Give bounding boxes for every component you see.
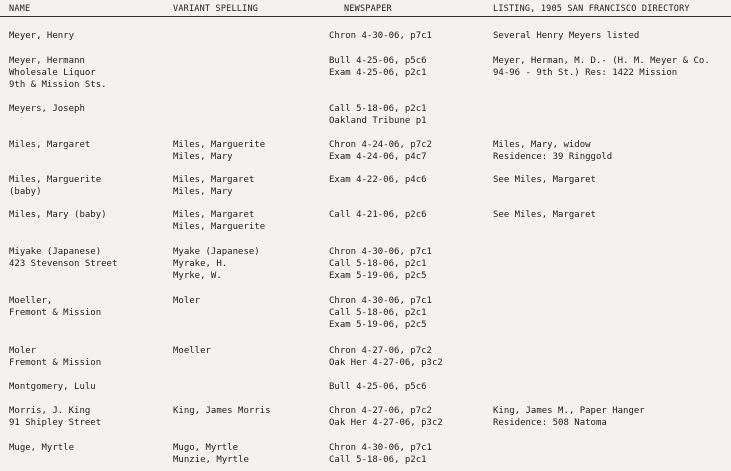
listing-line: 94-96 - 9th St.) Res: 1422 Mission (493, 68, 678, 79)
newspaper-line: Call 5-18-06, p2c1 (329, 455, 427, 466)
cell-name (9, 295, 169, 319)
newspaper-line: Call 4-21-06, p2c6 (329, 210, 427, 220)
newspaper-line: Exam 4-22-06, p4c6 (329, 175, 427, 185)
cell-newspaper (329, 174, 489, 186)
cell-variant (173, 174, 323, 198)
variant-line: Miles, Margaret (173, 210, 255, 220)
listing-line: Residence: 508 Natoma (493, 418, 607, 429)
cell-listing (493, 139, 729, 163)
listing-line: Miles, Mary, widow (493, 140, 591, 150)
variant-line: King, James Morris (173, 406, 271, 416)
cell-newspaper (329, 103, 489, 127)
listing-line: Residence: 39 Ringgold (493, 152, 613, 163)
header-newspaper: NEWSPAPER (344, 4, 392, 14)
name-line: 423 Stevenson Street (9, 259, 118, 270)
name-line: Wholesale Liquor (9, 68, 96, 79)
name-line: Montgomery, Lulu (9, 382, 96, 392)
cell-variant (173, 442, 323, 466)
name-line: Fremont & Mission (9, 308, 102, 319)
header-variant: VARIANT SPELLING (173, 4, 259, 14)
listing-line: See Miles, Margaret (493, 175, 596, 185)
variant-line: Myake (Japanese) (173, 247, 260, 257)
name-line: Meyers, Joseph (9, 104, 85, 114)
newspaper-line: Call 5-18-06, p2c1 (329, 259, 427, 270)
cell-name (9, 174, 169, 198)
newspaper-line: Chron 4-27-06, p7c2 (329, 346, 432, 356)
cell-newspaper (329, 30, 489, 42)
cell-name (9, 442, 169, 454)
cell-listing (493, 209, 729, 221)
cell-newspaper (329, 345, 489, 369)
newspaper-line: Chron 4-30-06, p7c1 (329, 31, 432, 41)
cell-variant (173, 209, 323, 233)
cell-name (9, 405, 169, 429)
variant-line: Munzie, Myrtle (173, 455, 249, 466)
cell-name (9, 381, 169, 393)
variant-line: Miles, Mary (173, 187, 233, 198)
listing-line: King, James M., Paper Hanger (493, 406, 645, 416)
newspaper-line: Oakland Tribune p1 (329, 116, 427, 127)
variant-line: Miles, Margaret (173, 175, 255, 185)
name-line: Miles, Margaret (9, 140, 91, 150)
cell-variant (173, 345, 323, 357)
cell-newspaper (329, 381, 489, 393)
name-line: Moeller, (9, 296, 53, 306)
newspaper-line: Chron 4-24-06, p7c2 (329, 140, 432, 150)
cell-name (9, 345, 169, 369)
name-line: Miyake (Japanese) (9, 247, 102, 257)
cell-listing (493, 174, 729, 186)
variant-line: Mugo, Myrtle (173, 443, 239, 453)
cell-name (9, 246, 169, 270)
cell-newspaper (329, 295, 489, 332)
listing-line: See Miles, Margaret (493, 210, 596, 220)
name-line: Miles, Marguerite (9, 175, 102, 185)
cell-name (9, 30, 169, 42)
newspaper-line: Oak Her 4-27-06, p3c2 (329, 418, 443, 429)
name-line: Moler (9, 346, 37, 356)
newspaper-line: Exam 4-24-06, p4c7 (329, 152, 427, 163)
cell-newspaper (329, 246, 489, 283)
name-line: 9th & Mission Sts. (9, 80, 107, 91)
cell-newspaper (329, 442, 489, 466)
cell-variant (173, 295, 323, 307)
cell-name (9, 209, 169, 221)
variant-line: Myrake, H. (173, 259, 228, 270)
cell-newspaper (329, 139, 489, 163)
variant-line: Moler (173, 296, 201, 306)
cell-newspaper (329, 405, 489, 429)
cell-variant (173, 139, 323, 163)
listing-line: Several Henry Meyers listed (493, 31, 640, 41)
name-line: Muge, Myrtle (9, 443, 75, 453)
table-header (0, 0, 731, 17)
name-line: Fremont & Mission (9, 358, 102, 369)
newspaper-line: Call 5-18-06, p2c1 (329, 308, 427, 319)
newspaper-line: Chron 4-30-06, p7c1 (329, 247, 432, 257)
newspaper-line: Exam 5-19-06, p2c5 (329, 320, 427, 331)
name-line: Miles, Mary (baby) (9, 210, 107, 220)
name-line: Morris, J. King (9, 406, 91, 416)
cell-name (9, 55, 169, 92)
name-line: Meyer, Hermann (9, 56, 85, 66)
cell-newspaper (329, 55, 489, 79)
variant-line: Miles, Marguerite (173, 140, 266, 150)
cell-name (9, 139, 169, 151)
name-line: (baby) (9, 187, 42, 198)
newspaper-line: Call 5-18-06, p2c1 (329, 104, 427, 114)
cell-newspaper (329, 209, 489, 221)
newspaper-line: Chron 4-27-06, p7c2 (329, 406, 432, 416)
newspaper-line: Exam 5-19-06, p2c5 (329, 271, 427, 282)
name-line: Meyer, Henry (9, 31, 75, 41)
cell-variant (173, 405, 323, 417)
cell-listing (493, 30, 729, 42)
variant-line: Miles, Marguerite (173, 222, 266, 233)
cell-name (9, 103, 169, 115)
newspaper-line: Chron 4-30-06, p7c1 (329, 296, 432, 306)
header-listing: LISTING, 1905 SAN FRANCISCO DIRECTORY (493, 4, 690, 14)
variant-line: Miles, Mary (173, 152, 233, 163)
newspaper-line: Chron 4-30-06, p7c1 (329, 443, 432, 453)
newspaper-line: Exam 4-25-06, p2c1 (329, 68, 427, 79)
variant-line: Moeller (173, 346, 211, 356)
header-name: NAME (9, 4, 31, 14)
name-line: 91 Shipley Street (9, 418, 102, 429)
newspaper-line: Bull 4-25-06, p5c6 (329, 56, 427, 66)
cell-listing (493, 405, 729, 429)
cell-variant (173, 246, 323, 283)
cell-listing (493, 55, 729, 79)
variant-line: Myrke, W. (173, 271, 222, 282)
listing-line: Meyer, Herman, M. D.- (H. M. Meyer & Co. (493, 56, 710, 66)
newspaper-line: Oak Her 4-27-06, p3c2 (329, 358, 443, 369)
newspaper-line: Bull 4-25-06, p5c6 (329, 382, 427, 392)
